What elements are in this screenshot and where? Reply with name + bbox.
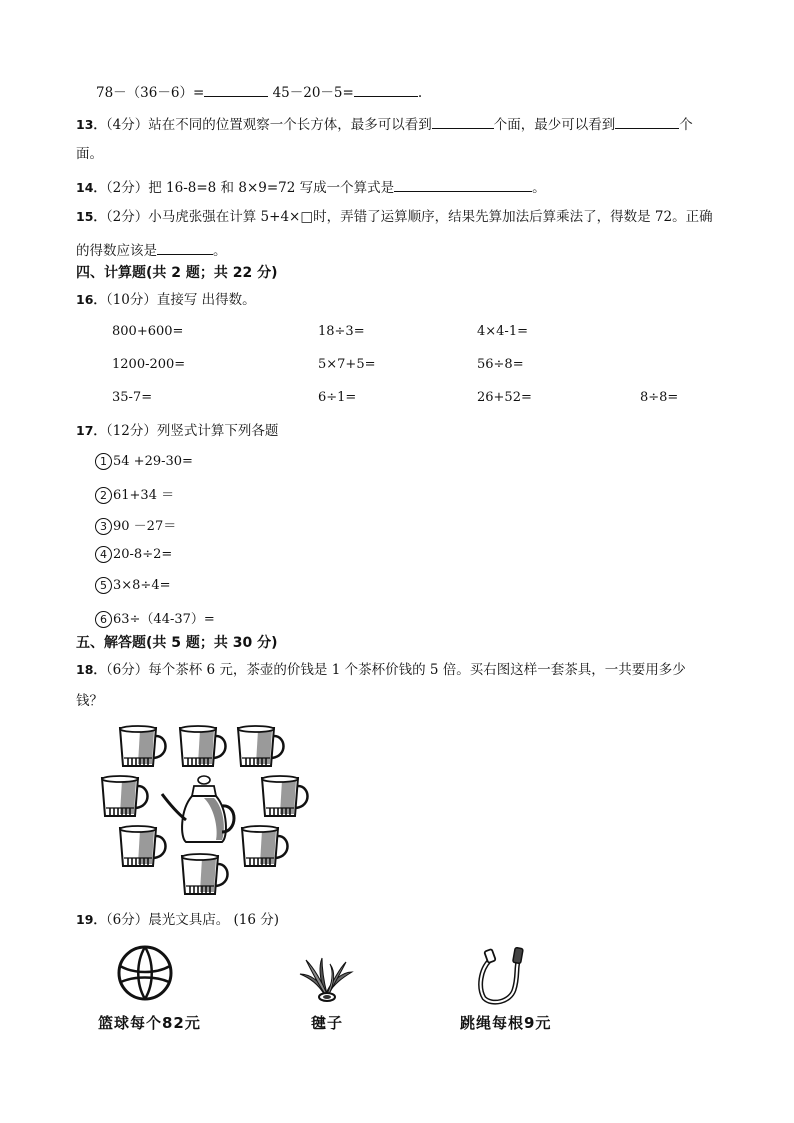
q15-line1 (76, 208, 713, 226)
shuttlecock-icon (296, 954, 356, 1006)
q16-text: 直接写 出得数。 (156, 292, 256, 308)
q16-r2c3: 56÷8= (477, 357, 524, 372)
q15-line2 (76, 240, 227, 260)
q16-r3c3: 26+52= (477, 390, 532, 405)
q15-end: 。 (213, 243, 227, 259)
section4-title: 四、计算题(共 2 题；共 22 分) (76, 265, 278, 281)
cup-icon (262, 776, 308, 816)
q14-blank[interactable] (394, 177, 532, 192)
q19-number: 19． (76, 912, 106, 927)
cup-icon (182, 854, 228, 894)
q17-item-5 (95, 577, 171, 594)
q17-item-expr: 90 －27＝ (113, 519, 177, 534)
q18-number: 18． (76, 662, 106, 677)
q16-r1c3: 4×4-1= (477, 324, 528, 339)
q14-score: （2分） (105, 180, 149, 196)
q13-text1: 站在不同的位置观察一个长方体，最多可以看到 (148, 117, 432, 133)
cup-icon (242, 826, 288, 866)
q16-r3c4: 8÷8= (640, 390, 679, 405)
cup-icon (180, 726, 226, 766)
q15-blank[interactable] (157, 240, 213, 255)
q17-item-3 (95, 515, 176, 535)
volleyball-icon (116, 944, 174, 1002)
q16-number: 16． (76, 292, 106, 307)
q18-score: （6分） (105, 662, 149, 678)
item-label-jump-rope: 跳绳每根9元 (460, 1014, 552, 1032)
q14-number: 14． (76, 180, 106, 195)
q19-text: 晨光文具店。 (16 分) (148, 912, 280, 928)
q15-text2: 的得数应该是 (76, 243, 157, 259)
cup-icon (120, 726, 166, 766)
item-label-basketball: 篮球每个82元 (98, 1014, 201, 1032)
q17-item-1 (95, 453, 193, 470)
q14-end: 。 (532, 180, 546, 196)
q13-line1 (76, 114, 693, 134)
circled-number: 4 (95, 546, 112, 563)
q12-blank2[interactable] (354, 82, 418, 97)
circled-number: 2 (95, 487, 112, 504)
q13-number: 13． (76, 117, 106, 132)
q16-score: （10分） (105, 292, 157, 308)
cup-icon (102, 776, 148, 816)
q17-item-4 (95, 546, 172, 563)
cup-icon (238, 726, 284, 766)
circled-number: 1 (95, 453, 112, 470)
q13-text2: 个面，最少可以看到 (493, 117, 616, 133)
q12-expr2: 45－20－5= (272, 85, 354, 101)
circled-number: 5 (95, 577, 112, 594)
q18-text1: 每个茶杯 6 元，茶壶的价钱是 1 个茶杯价钱的 5 倍。买右图这样一套茶具，一共要用多少 (148, 662, 686, 678)
q14-line (76, 177, 546, 197)
q16-r2c1: 1200-200= (112, 357, 186, 372)
circled-number: 6 (95, 611, 112, 628)
q15-text1: 小马虎张强在计算 5+4×□时，弄错了运算顺序，结果先算加法后算乘法了，得数是 72。正确 (148, 209, 713, 225)
q17-item-2 (95, 484, 174, 504)
q12-blank1[interactable] (204, 82, 268, 97)
q19-score: （6分） (105, 912, 149, 928)
item-label-shuttlecock: 毽子 (311, 1014, 344, 1032)
q17-item-6 (95, 608, 215, 628)
q15-number: 15． (76, 209, 106, 224)
q14-text: 把 16-8=8 和 8×9=72 写成一个算式是 (148, 180, 395, 196)
q13-text3: 个 (679, 117, 693, 133)
section5-title: 五、解答题(共 5 题；共 30 分) (76, 635, 278, 651)
q17-item-expr: 61+34 ＝ (113, 488, 175, 503)
q12-expr1: 78－（36－6）= (96, 85, 205, 101)
q13-blank1[interactable] (432, 114, 494, 129)
q12-line (96, 82, 422, 102)
q12-end: . (417, 85, 423, 101)
q13-blank2[interactable] (615, 114, 679, 129)
q16-r3c1: 35-7= (112, 390, 153, 405)
q17-score: （12分） (105, 423, 157, 439)
q16-r1c2: 18÷3= (318, 324, 365, 339)
tea-set-illustration (96, 720, 318, 902)
q13-line2: 面。 (76, 146, 103, 162)
circled-number: 3 (95, 518, 112, 535)
q17-text: 列竖式计算下列各题 (156, 423, 279, 439)
q13-score: （4分） (105, 117, 149, 133)
q17-item-expr: 63÷（44-37）= (113, 612, 215, 627)
q16-r1c1: 800+600= (112, 324, 184, 339)
q18-line1 (76, 661, 686, 679)
jump-rope-icon (476, 944, 532, 1006)
q16-line (76, 291, 256, 309)
teapot-icon (162, 776, 234, 842)
q17-item-expr: 20-8÷2= (113, 547, 173, 562)
q18-line2: 钱？ (76, 693, 103, 709)
q16-r2c2: 5×7+5= (318, 357, 376, 372)
cup-icon (120, 826, 166, 866)
q15-score: （2分） (105, 209, 149, 225)
q17-line (76, 422, 278, 440)
q17-number: 17． (76, 423, 106, 438)
q17-item-expr: 3×8÷4= (113, 578, 171, 593)
q17-item-expr: 54 +29-30= (113, 454, 193, 469)
q16-r3c2: 6÷1= (318, 390, 357, 405)
q19-line (76, 911, 279, 929)
